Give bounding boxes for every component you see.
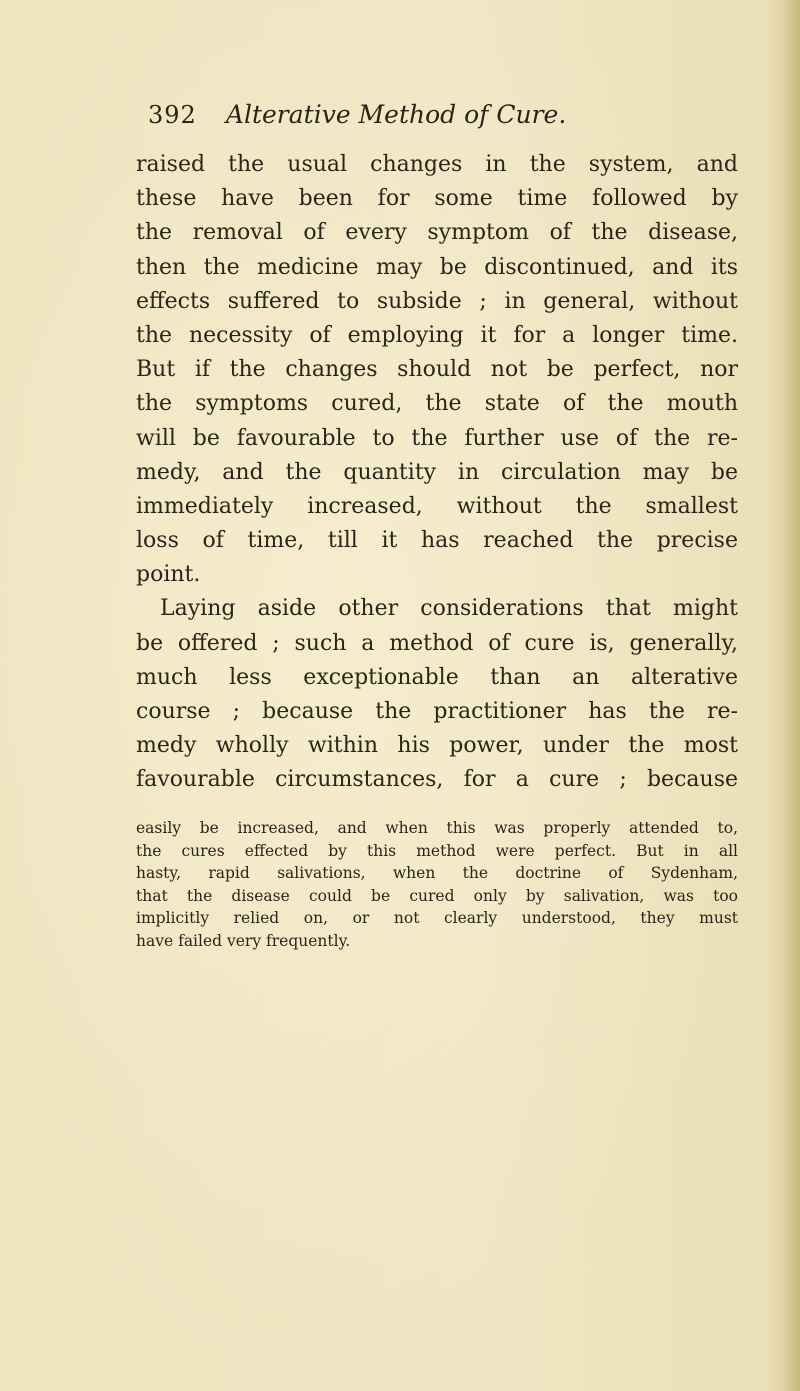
body-line: will be favourable to the further use of the re- xyxy=(136,425,738,451)
page-number: 392 xyxy=(148,101,197,129)
body-line: medy wholly within his power, under the most xyxy=(136,733,738,759)
body-line: effects suffered to subside ; in general, without xyxy=(136,288,738,314)
body-line: these have been for some time followed by xyxy=(136,186,738,212)
body-line: course ; because the practitioner has the re- xyxy=(136,699,738,724)
footnote-line: that the disease could be cured only by salivation, was too xyxy=(136,886,738,905)
body-line: loss of time, till it has reached the precise xyxy=(136,528,738,554)
body-line: point. xyxy=(136,562,201,588)
footnote-line: easily be increased, and when this was properly attended to, xyxy=(136,819,738,837)
footnote xyxy=(136,817,738,953)
body-line: then the medicine may be discontinued, and its xyxy=(136,254,738,280)
footnote-line: the cures effected by this method were perfect. But in all xyxy=(136,841,738,860)
body-line: raised the usual changes in the system, and xyxy=(136,152,738,177)
body-line: much less exceptionable than an alterative xyxy=(136,664,738,690)
running-title: Alterative Method of Cure. xyxy=(225,100,567,129)
body-line: immediately increased, without the smallest xyxy=(136,493,738,519)
footnote-line: hasty, rapid salivations, when the doctrine of Sydenham, xyxy=(136,864,738,883)
show-through-bleed xyxy=(150,770,740,798)
running-head xyxy=(148,100,748,136)
footnote-line: implicitly relied on, or not clearly understood, they must xyxy=(136,909,738,928)
body-line: the necessity of employing it for a longer time. xyxy=(136,322,738,348)
body-line: the removal of every symptom of the disease, xyxy=(136,220,738,246)
body-line: But if the changes should not be perfect, nor xyxy=(136,357,738,383)
body-line: the symptoms cured, the state of the mouth xyxy=(136,391,738,417)
footnote-line: have failed very frequently. xyxy=(136,931,351,950)
body-line: be offered ; such a method of cure is, generally, xyxy=(136,630,738,656)
page-edge-shadow xyxy=(784,0,800,1391)
body-line: medy, and the quantity in circulation may be xyxy=(136,459,738,485)
body-text xyxy=(136,148,738,798)
body-line: favourable circumstances, for a cure ; because xyxy=(136,767,738,793)
paragraph-start-line: Laying aside other considerations that might xyxy=(160,596,738,622)
